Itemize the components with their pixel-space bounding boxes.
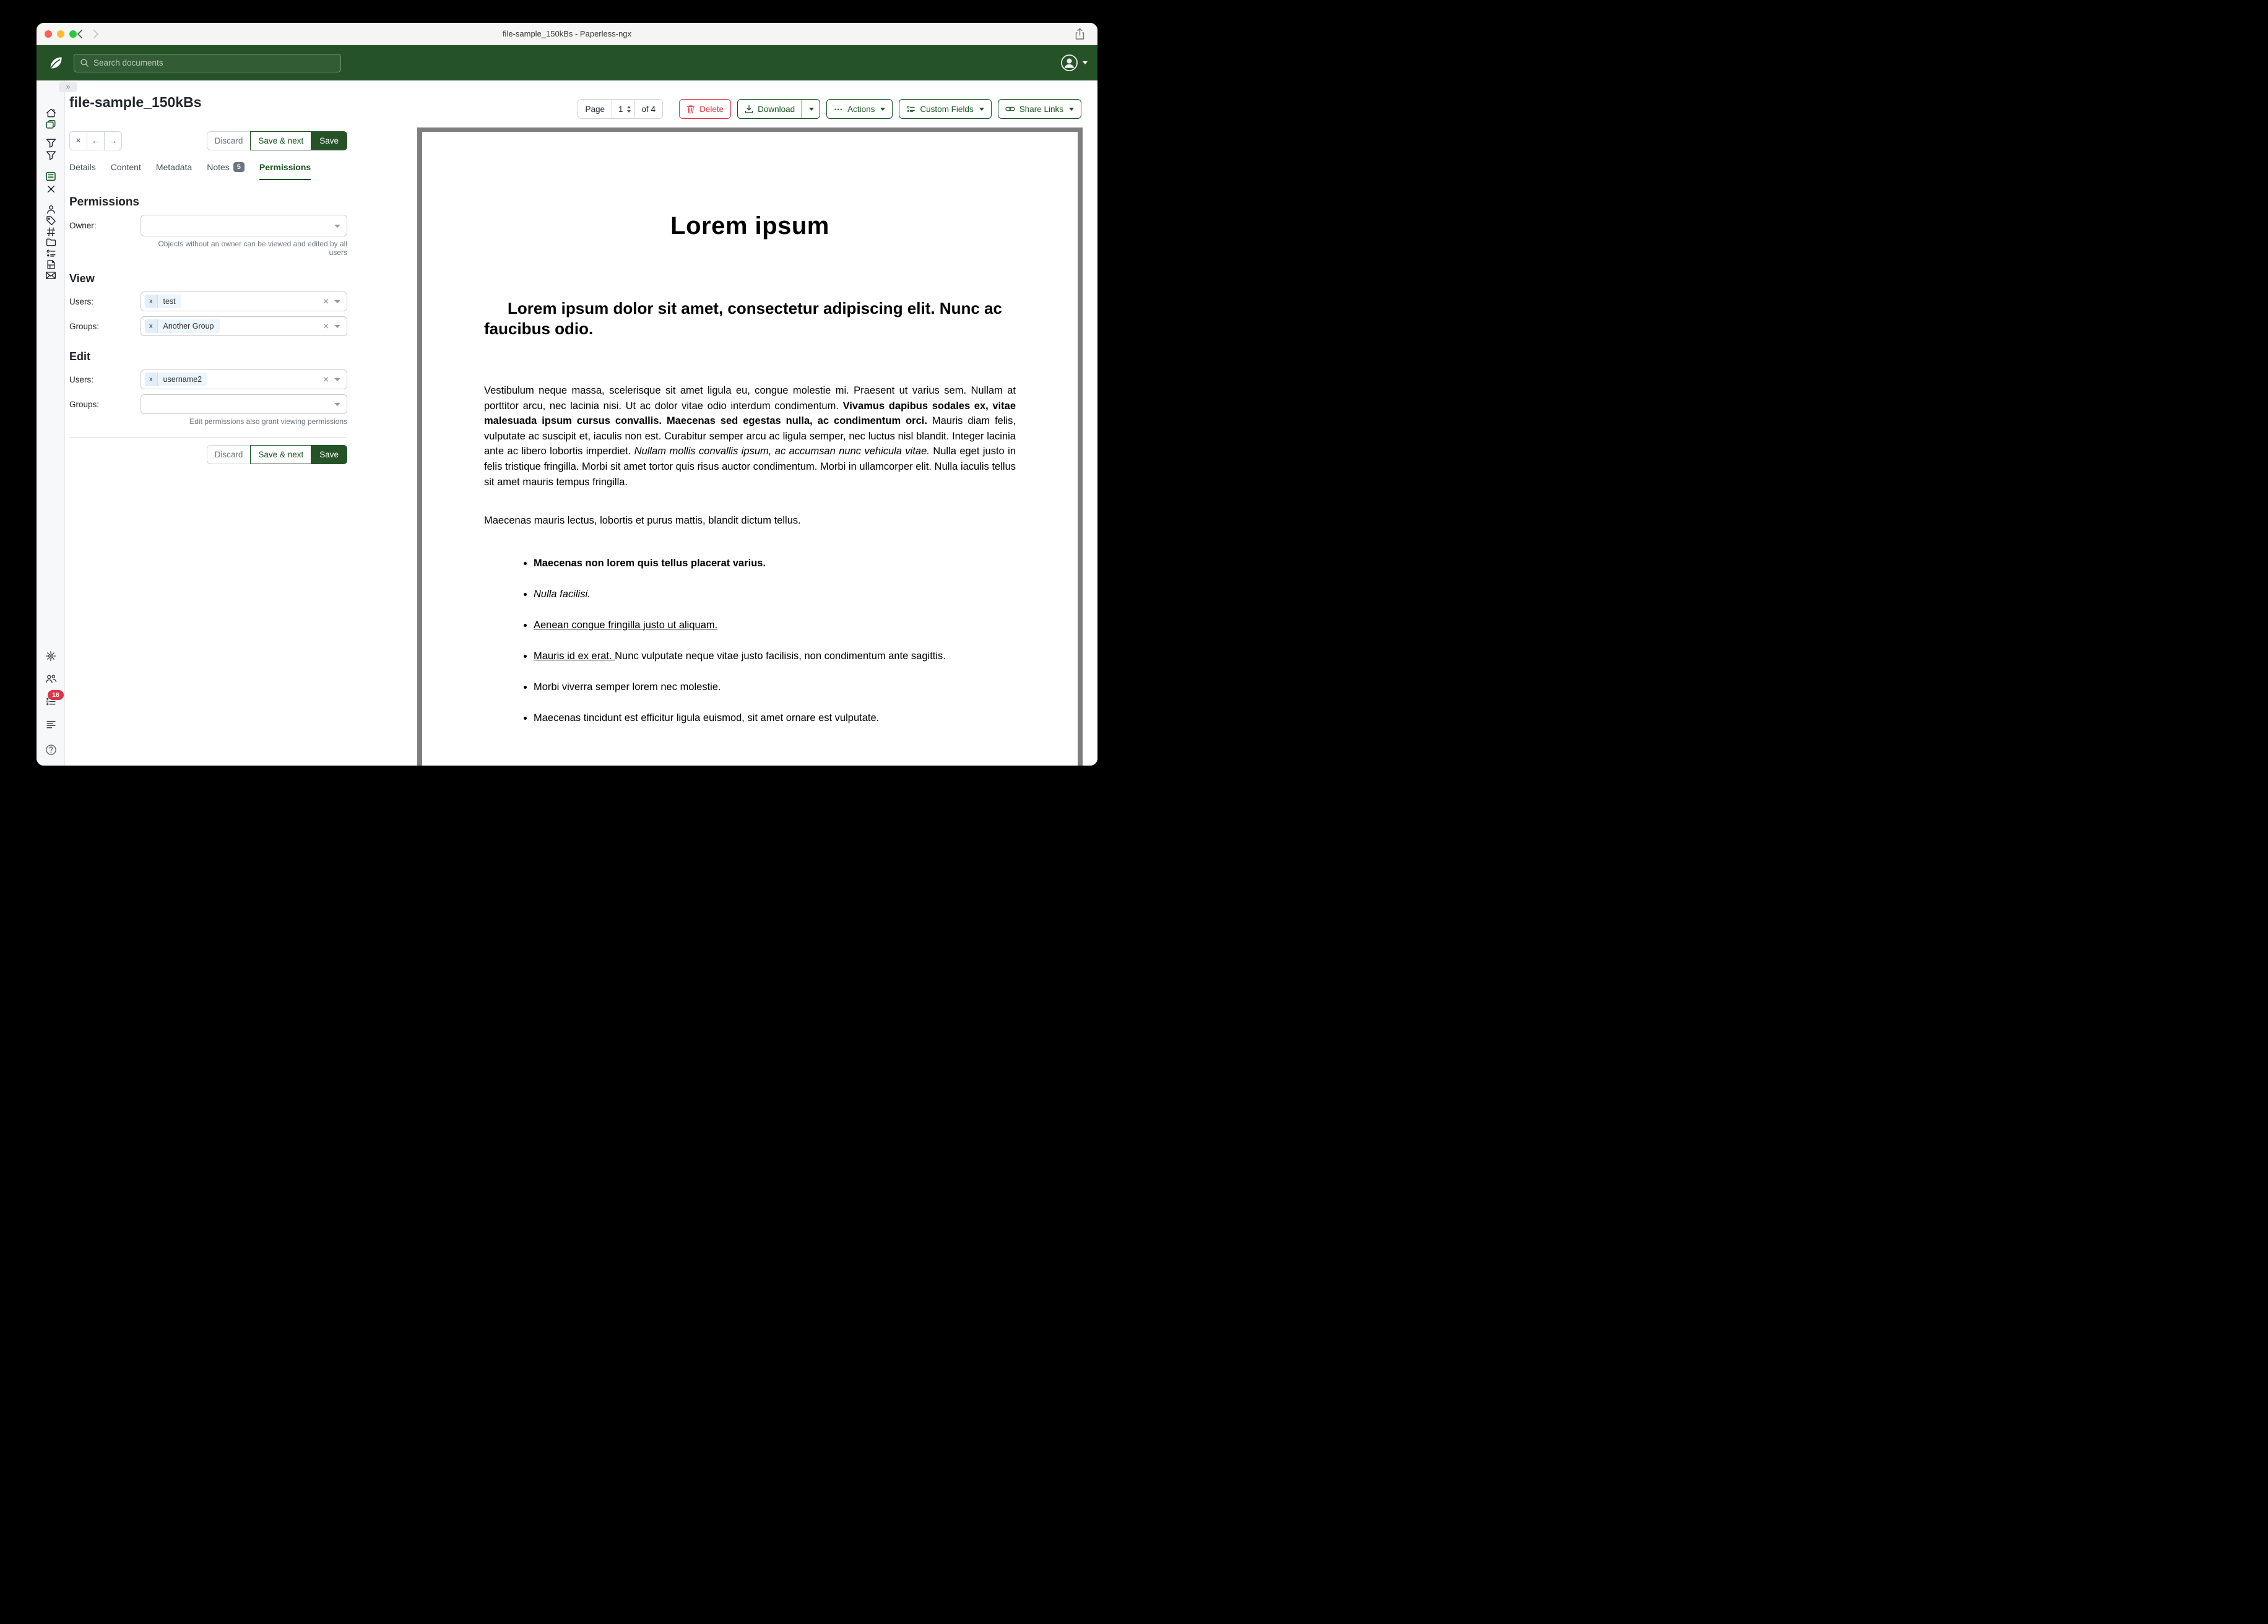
- sidebar-item-dashboard[interactable]: [45, 106, 57, 119]
- tab-permissions[interactable]: Permissions: [259, 162, 311, 180]
- sidebar-item-documentation[interactable]: [45, 743, 57, 756]
- link-icon: [1005, 105, 1015, 113]
- sidebar-item-settings[interactable]: [45, 650, 57, 662]
- owner-label: Owner:: [69, 221, 97, 230]
- tab-details[interactable]: Details: [69, 162, 96, 172]
- bullet-item: • Maecenas non lorem quis tellus placerat varius.: [534, 556, 1016, 571]
- chevron-down-icon: [979, 108, 984, 111]
- save-actions-group-bottom: [207, 445, 347, 464]
- edit-users-label: Users:: [69, 374, 94, 384]
- document-toolbar: [578, 99, 1081, 119]
- download-split-button: [737, 99, 820, 119]
- close-document-button[interactable]: ✕: [69, 131, 87, 150]
- browser-back-icon[interactable]: [76, 29, 83, 39]
- titlebar: [37, 23, 1097, 45]
- custom-fields-button[interactable]: Custom Fields: [899, 99, 991, 119]
- delete-button[interactable]: Delete: [679, 99, 731, 119]
- sidebar-item-logs[interactable]: [45, 718, 57, 730]
- edit-help-text: Edit permissions also grant viewing permissions: [189, 417, 347, 426]
- download-icon: [745, 105, 753, 114]
- remove-chip-icon[interactable]: x: [145, 373, 158, 386]
- window-title: file-sample_150kBs - Paperless-ngx: [502, 29, 632, 38]
- sidebar-item-saved-view-2[interactable]: [45, 149, 57, 162]
- view-groups-label: Groups:: [69, 321, 100, 331]
- trash-icon: [686, 105, 695, 114]
- minimize-window-button[interactable]: [57, 30, 64, 38]
- chevron-down-icon: [880, 108, 885, 111]
- sidebar-item-tags[interactable]: [45, 214, 57, 227]
- download-button[interactable]: Download: [737, 99, 802, 119]
- chevron-down-icon: [334, 300, 340, 303]
- selected-user-chip: x test: [145, 295, 181, 308]
- custom-fields-icon: [906, 105, 915, 114]
- sidebar-item-mail[interactable]: [45, 269, 57, 282]
- pdf-page: [422, 132, 1078, 766]
- page-number-value: 1: [618, 104, 623, 114]
- bullet-item: • Morbi viverra semper lorem nec molestie.: [534, 680, 1016, 695]
- sidebar-item-saved-view-1[interactable]: [45, 137, 57, 149]
- remove-chip-icon[interactable]: x: [145, 295, 158, 308]
- view-heading: View: [69, 272, 95, 285]
- close-document-icon[interactable]: [45, 183, 57, 195]
- download-options-button[interactable]: [802, 99, 820, 119]
- sidebar-item-users-groups[interactable]: [45, 673, 57, 685]
- search-input[interactable]: [74, 54, 341, 72]
- notes-count-badge: 5: [233, 162, 245, 172]
- chevron-down-icon: [809, 108, 814, 111]
- avatar-icon: [1060, 54, 1078, 72]
- pdf-bullet-list: [484, 556, 1016, 726]
- view-users-label: Users:: [69, 296, 94, 306]
- sidebar-item-open-document[interactable]: [45, 170, 57, 183]
- bullet-item: • Nulla facilisi.: [534, 587, 1016, 602]
- sidebar: [37, 80, 65, 766]
- traffic-lights: [45, 23, 77, 45]
- view-groups-select[interactable]: [141, 316, 347, 336]
- remove-chip-icon[interactable]: x: [145, 319, 158, 333]
- page-label: Page: [585, 104, 605, 114]
- pdf-paragraph-2: Maecenas mauris lectus, lobortis et purus mattis, blandit dictum tellus.: [484, 515, 801, 527]
- next-document-button[interactable]: →: [104, 131, 122, 150]
- owner-select[interactable]: [141, 215, 347, 236]
- share-icon[interactable]: [1075, 28, 1085, 40]
- sidebar-item-document-types[interactable]: [45, 236, 57, 248]
- previous-document-button[interactable]: ←: [87, 131, 105, 150]
- share-links-button[interactable]: Share Links: [998, 99, 1081, 119]
- sidebar-item-storage-paths[interactable]: [45, 258, 57, 270]
- chevron-down-icon: [334, 403, 340, 406]
- search-icon: [80, 58, 89, 67]
- bullet-item: • Aenean congue fringilla justo ut aliquam.: [534, 618, 1016, 633]
- selected-group-chip: x Another Group: [145, 319, 220, 333]
- browser-forward-icon[interactable]: [93, 29, 100, 39]
- sidebar-item-custom-fields[interactable]: [45, 247, 57, 259]
- search-placeholder: Search documents: [93, 58, 163, 67]
- edit-groups-select[interactable]: [141, 394, 347, 414]
- save-button[interactable]: Save: [311, 445, 347, 464]
- document-nav-group: [69, 131, 122, 150]
- chevron-down-icon: [334, 325, 340, 328]
- chevron-down-icon: [1083, 61, 1088, 64]
- document-tabs: [69, 162, 347, 180]
- app-window: [37, 23, 1097, 766]
- tasks-count-badge: 16: [48, 690, 64, 700]
- discard-button[interactable]: Discard: [207, 131, 251, 150]
- selected-user-chip: x username2: [145, 373, 207, 386]
- document-edit-pane: [69, 89, 347, 464]
- view-users-select[interactable]: [141, 292, 347, 311]
- save-and-next-button[interactable]: Save & next: [250, 131, 311, 150]
- pdf-title: Lorem ipsum: [670, 212, 829, 240]
- page-navigator: Page 1 of 4: [578, 99, 663, 119]
- pdf-viewer[interactable]: [417, 127, 1083, 766]
- clear-select-icon[interactable]: ✕: [322, 374, 329, 384]
- form-divider: [69, 437, 347, 438]
- tab-metadata[interactable]: Metadata: [155, 162, 193, 172]
- chevron-down-icon: [1069, 108, 1074, 111]
- tab-content[interactable]: Content: [110, 162, 141, 172]
- save-actions-group: [207, 131, 347, 150]
- bullet-item: • Mauris id ex erat. Nunc vulputate neque vitae justo facilisis, non condimentum ante sagittis.: [534, 649, 1016, 664]
- chevron-down-icon: [334, 378, 340, 381]
- owner-help-text: Objects without an owner can be viewed and edited by all users: [158, 240, 347, 257]
- bullet-item: • Maecenas tincidunt est efficitur ligula euismod, sit amet ornare est vulputate.: [534, 710, 1016, 726]
- page-number-input[interactable]: [612, 100, 635, 118]
- actions-button[interactable]: ⋯ Actions: [826, 99, 893, 119]
- clear-select-icon[interactable]: ✕: [322, 296, 329, 306]
- close-window-button[interactable]: [45, 30, 52, 38]
- content-area: [65, 80, 1097, 766]
- user-menu[interactable]: [1060, 54, 1088, 72]
- sidebar-item-documents[interactable]: [45, 118, 57, 131]
- ellipsis-icon: ⋯: [834, 104, 844, 114]
- chevron-down-icon: [334, 225, 340, 228]
- pdf-subtitle: Lorem ipsum dolor sit amet, consectetur adipiscing elit. Nunc ac faucibus odio.: [484, 299, 1002, 338]
- page-stepper[interactable]: [627, 106, 631, 113]
- page-total: 4: [651, 104, 656, 114]
- permissions-heading: Permissions: [69, 196, 139, 209]
- discard-button[interactable]: Discard: [207, 445, 251, 464]
- app-header: [37, 45, 1097, 80]
- edit-users-select[interactable]: [141, 369, 347, 389]
- document-title: file-sample_150kBs: [69, 94, 202, 110]
- sidebar-expand-button[interactable]: »: [59, 82, 77, 92]
- paperless-logo-icon[interactable]: [46, 55, 65, 71]
- save-and-next-button[interactable]: Save & next: [250, 445, 311, 464]
- save-button[interactable]: Save: [311, 131, 347, 150]
- edit-groups-label: Groups:: [69, 399, 100, 409]
- edit-heading: Edit: [69, 350, 90, 363]
- sidebar-item-correspondents[interactable]: [45, 203, 57, 215]
- tab-notes[interactable]: Notes 5: [207, 162, 245, 180]
- pdf-paragraph: Vestibulum neque massa, scelerisque sit amet ligula eu, congue molestie mi. Praesent ut varius sem. Nullam at porttitor arcu, nec lacinia nisi. Ut ac dolor vitae odio interdum condimentum. Vivamus dapibus sodales ex, vitae malesuada ipsum cursus convallis. Maecenas sed egestas nulla, ac condimentum orci. Mauris diam felis, vulputate ac suscipit et, iaculis non est. Curabitur semper arcu ac ligula semper, nec luctus nisl blandit. Integer lacinia ante ac libero lobortis imperdiet. Nullam mollis convallis ipsum, ac accumsan nunc vehicula vitae. Nulla eget justo in felis tristique fringilla. Morbi sit amet tortor quis risus auctor condimentum. Morbi in ullamcorper elit. Nulla iaculis tellus sit amet mauris tempus fringilla.: [484, 385, 1016, 488]
- clear-select-icon[interactable]: ✕: [322, 321, 329, 331]
